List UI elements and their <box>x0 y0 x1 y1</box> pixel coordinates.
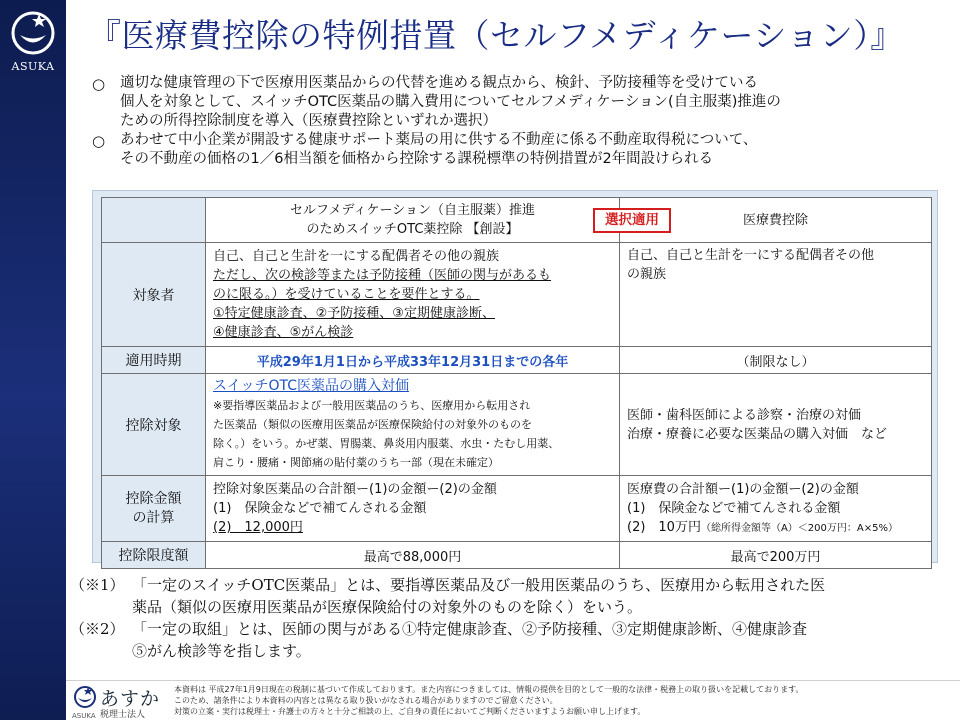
calc-limit-small: （総所得金額等（A）＜200万円：A×5%） <box>700 523 898 534</box>
bullet-line: 適切な健康管理の下で医療用医薬品からの代替を進める観点から、検針、予防接種等を受けている <box>120 75 758 91</box>
cell-line: 自己、自己と生計を一にする配偶者その他の親族 <box>213 249 500 264</box>
footer-logo-label: ASUKA <box>72 712 96 720</box>
table-row <box>102 542 932 569</box>
footer-brand: あすか <box>100 688 161 710</box>
table-header-row <box>102 198 932 243</box>
table-row <box>102 243 932 347</box>
disclaimer-line: 本資料は 平成27年1月9日現在の税制に基づいて作成しております。また内容につきましては、情報の提供を目的として一般的な法律・税務上の取り扱いを記載しております。 <box>174 685 804 694</box>
cell-line: (1) 保険金などで補てんされる金額 <box>627 501 841 516</box>
row-label-calc-line2: の計算 <box>132 509 175 526</box>
sidebar <box>0 0 66 720</box>
cell-line: 治療・療養に必要な医薬品の購入対価 など <box>627 426 888 442</box>
bullet-paragraph <box>92 74 942 131</box>
cell-line: 医師・歯科医師による診察・治療の対価 <box>627 407 862 423</box>
footnote-line: 薬品（類似の医療用医薬品が医療保険給付の対象外のものを除く）をいう。 <box>132 598 643 616</box>
bullet-mark: ○ <box>92 75 106 93</box>
table-row <box>102 374 932 476</box>
bullet-mark: ○ <box>92 132 106 150</box>
cell-line: (1) 保険金などで補てんされる金額 <box>213 501 427 516</box>
row-label-target: 対象者 <box>102 243 206 347</box>
cell-note-line: た医薬品（類似の医療用医薬品が医療保険給付の対象外のものを <box>213 418 532 431</box>
cell-note-line: 除く。）をいう。かぜ薬、胃腸薬、鼻炎用内服薬、水虫・たむし用薬、 <box>213 437 560 450</box>
page-title: 『医療費控除の特例措置（セルフメディケーション）』 <box>88 16 904 55</box>
disclaimer-line: 対策の立案・実行は税理士・弁護士の方々と十分ご相談の上、ご自身の責任においてご判断くださいますようお願い申し上げます。 <box>174 707 646 716</box>
cell-period-medical: （制限なし） <box>620 347 932 374</box>
header-selfmed-line2: のためスイッチOTC薬控除 【創設】 <box>306 222 519 237</box>
footer-logo <box>70 684 170 718</box>
cell-line: 控除対象医薬品の合計額ー(1)の金額ー(2)の金額 <box>213 482 497 497</box>
footer <box>66 680 960 721</box>
cell-line: ④健康診査、⑤がん検診 <box>213 325 354 340</box>
cell-deduction-target-medical <box>620 374 932 476</box>
cell-calc-medical <box>620 476 932 542</box>
footnote <box>70 618 950 662</box>
cell-line: (2) 12,000円 <box>213 520 303 535</box>
bullet-paragraph <box>92 131 942 169</box>
comparison-table <box>101 197 932 569</box>
otc-purchase-title: スイッチOTC医薬品の購入対価 <box>213 378 409 394</box>
bullet-line: その不動産の価格の1／6相当額を価格から控除する課税標準の特例措置が2年間設けられる <box>120 151 714 167</box>
cell-note-line: ※要指導医薬品および一般用医薬品のうち、医療用から転用され <box>213 399 531 412</box>
cell-target-medical <box>620 243 932 347</box>
header-blank-cell <box>102 198 206 243</box>
cell-limit-selfmed: 最高で88,000円 <box>206 542 620 569</box>
footnote <box>70 574 950 618</box>
cell-limit-medical: 最高で200万円 <box>620 542 932 569</box>
logo-text: ASUKA <box>11 60 55 73</box>
select-apply-badge: 選択適用 <box>593 208 671 233</box>
disclaimer-line: このため、諸条件により本資料の内容とは異なる取り扱いがなされる場合がありますのでご留意ください。 <box>174 696 558 705</box>
footnote-line: 「一定のスイッチOTC医薬品」とは、要指導医薬品及び一般用医薬品のうち、医療用から転用された医 <box>132 576 826 594</box>
cell-line: のに限る。）を受けていることを要件とする。 <box>213 287 480 302</box>
cell-line: ただし、次の検診等または予防接種（医師の関与があるも <box>213 268 552 283</box>
footnote-key: （※2） <box>70 620 125 638</box>
footer-logo-icon <box>72 684 98 710</box>
bullet-line: 個人を対象として、スイッチOTC医薬品の購入費用についてセルフメディケーション(自主服薬)推進の <box>120 94 781 110</box>
bullet-line: ための所得控除制度を導入（医療費控除といずれか選択） <box>120 113 497 129</box>
cell-line: 医療費の合計額ー(1)の金額ー(2)の金額 <box>627 482 859 497</box>
row-label-period: 適用時期 <box>102 347 206 374</box>
cell-line: 自己、自己と生計を一にする配偶者その他 <box>627 248 875 263</box>
cell-line <box>627 518 924 537</box>
row-label-limit: 控除限度額 <box>102 542 206 569</box>
cell-deduction-target-selfmed <box>206 374 620 476</box>
header-medical-label: 医療費控除 <box>742 212 808 228</box>
cell-line: の親族 <box>627 267 667 282</box>
footnotes <box>70 574 950 662</box>
footer-brand-sub: 税理士法人 <box>100 710 146 720</box>
cell-period-selfmed: 平成29年1月1日から平成33年12月31日までの各年 <box>206 347 620 374</box>
header-selfmed-line1: セルフメディケーション（自主服薬）推進 <box>290 203 535 218</box>
footnote-line: ⑤がん検診等を指します。 <box>132 642 311 660</box>
bullet-line: あわせて中小企業が開設する健康サポート薬局の用に供する不動産に係る不動産取得税について、 <box>120 132 758 148</box>
cell-note-line: 肩こり・腰痛・関節痛の貼付薬のうち一部（現在未確定） <box>213 456 499 469</box>
row-label-deduction-target: 控除対象 <box>102 374 206 476</box>
cell-calc-selfmed <box>206 476 620 542</box>
asuka-logo-icon <box>9 8 57 56</box>
comparison-panel <box>92 190 938 563</box>
row-label-calc <box>102 476 206 542</box>
table-row <box>102 476 932 542</box>
cell-target-selfmed <box>206 243 620 347</box>
header-selfmed <box>206 198 659 243</box>
footnote-line: 「一定の取組」とは、医師の関与がある①特定健康診査、②予防接種、③定期健康診断、④健康診査 <box>132 620 808 638</box>
disclaimer <box>174 684 954 717</box>
intro-bullets <box>92 74 942 169</box>
cell-line: ①特定健康診査、②予防接種、③定期健康診断、 <box>213 306 495 321</box>
row-label-calc-line1: 控除金額 <box>125 490 182 507</box>
footnote-key: （※1） <box>70 576 125 594</box>
calc-limit-main: (2) 10万円 <box>627 520 701 535</box>
table-row <box>102 347 932 374</box>
